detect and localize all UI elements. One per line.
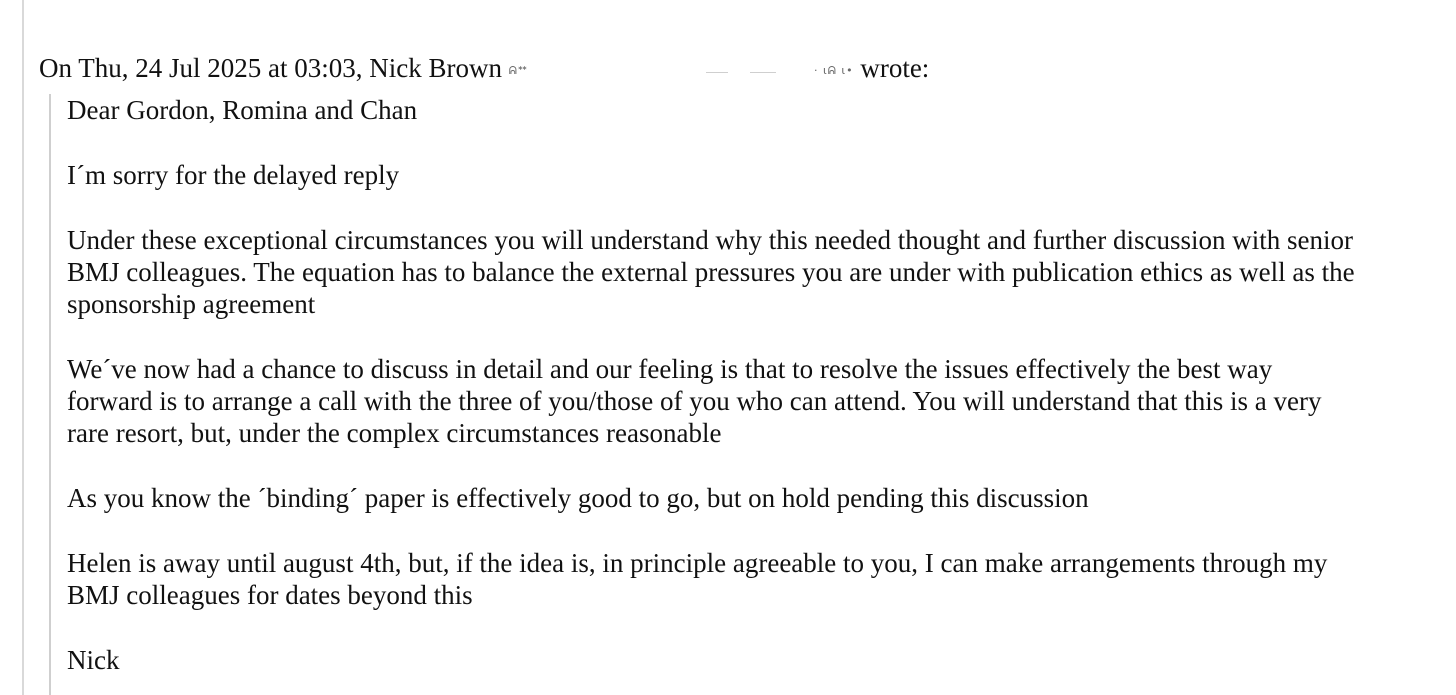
- signoff: [67, 644, 1456, 676]
- greeting-text: Dear Gordon, Romina and Chan: [67, 95, 418, 125]
- quoted-message-body: [67, 94, 1456, 676]
- paragraph-line: We´ve now had a chance to discuss in detail and our feeling is that to resolve the issues effectively the best way: [67, 354, 1273, 384]
- paragraph-line: rare resort, but, under the complex circumstances reasonable: [67, 418, 722, 448]
- paragraph-line: Helen is away until august 4th, but, if the idea is, in principle agreeable to you, I can make arrangements through my: [67, 548, 1328, 578]
- paragraph-circumstances: [67, 224, 1456, 320]
- attribution-prefix: On Thu, 24 Jul 2025 at 03:03, Nick Brown: [39, 53, 502, 83]
- greeting: [67, 94, 1456, 126]
- paragraph-line: sponsorship agreement: [67, 289, 316, 319]
- paragraph-line: BMJ colleagues for dates beyond this: [67, 580, 473, 610]
- redacted-email-end: · ɩᕱ ɩ•: [813, 63, 854, 77]
- paragraph-line: I´m sorry for the delayed reply: [67, 160, 400, 190]
- paragraph-line: As you know the ´binding´ paper is effectively good to go, but on hold pending this discussion: [67, 483, 1089, 513]
- paragraph-line: BMJ colleagues. The equation has to balance the external pressures you are under with publication ethics as well as the: [67, 257, 1355, 287]
- paragraph-line: Under these exceptional circumstances you will understand why this needed thought and further discussion with senior: [67, 225, 1353, 255]
- left-border-rule: [22, 0, 24, 695]
- paragraph-call-proposal: [67, 353, 1456, 449]
- attribution-suffix: wrote:: [860, 53, 930, 83]
- paragraph-scheduling: [67, 547, 1456, 611]
- redacted-email-gap: [528, 62, 814, 76]
- quoted-message: [49, 94, 1456, 695]
- paragraph-line: forward is to arrange a call with the three of you/those of you who can attend. You will understand that this is a very: [67, 386, 1322, 416]
- redacted-email-start: ᕱᕯ: [508, 63, 528, 77]
- signoff-name: Nick: [67, 645, 120, 675]
- reply-attribution-line: [39, 50, 929, 89]
- paragraph-binding-paper: [67, 482, 1456, 514]
- paragraph-apology: [67, 159, 1456, 191]
